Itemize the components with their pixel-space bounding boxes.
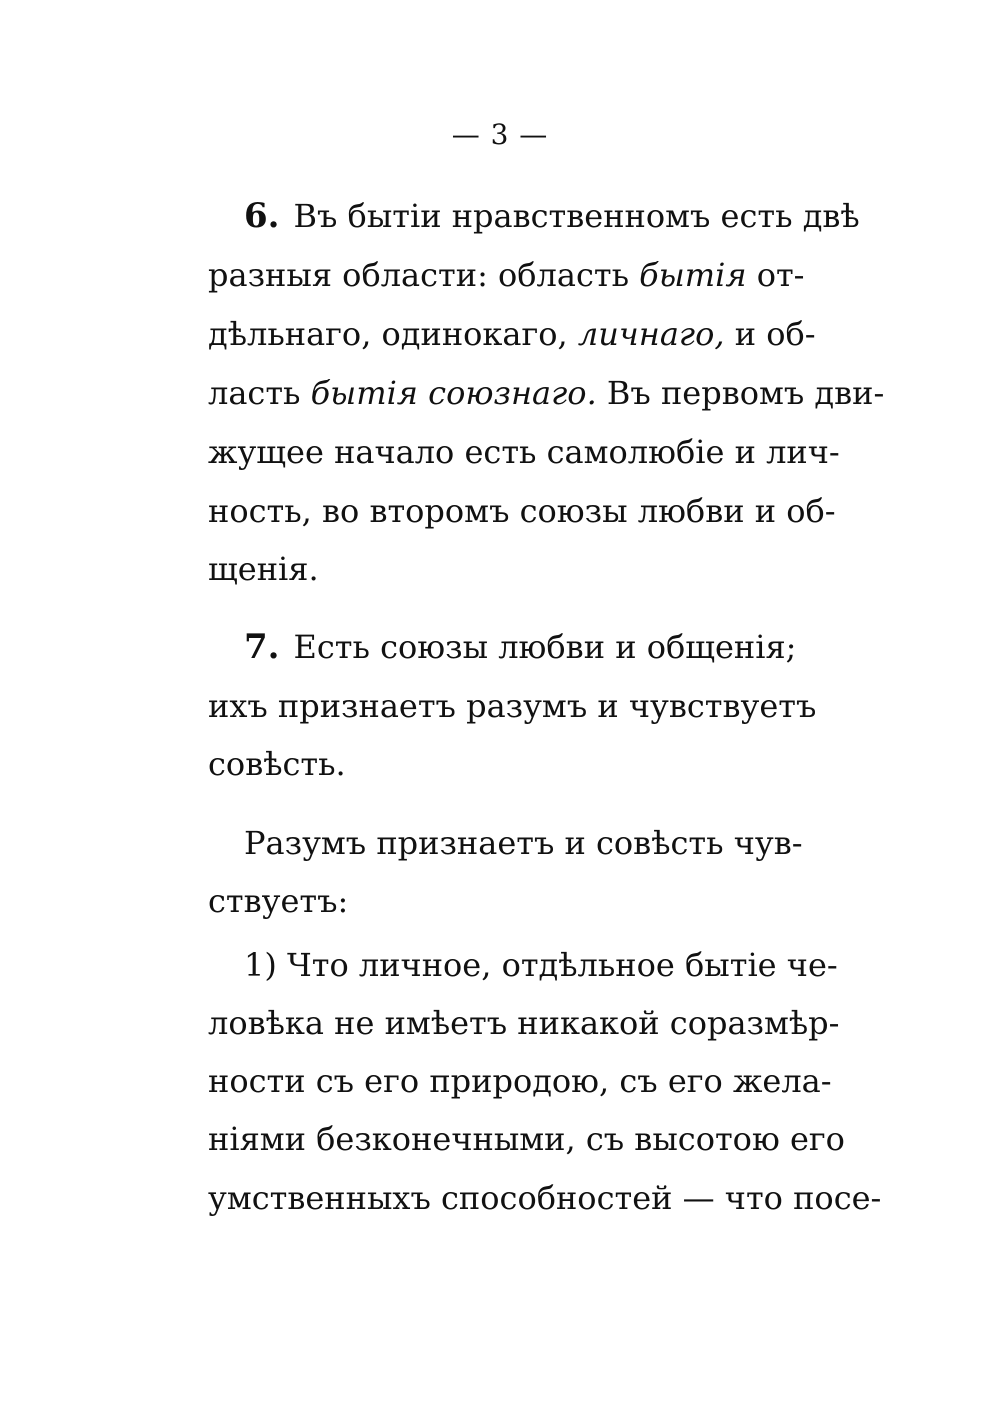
text-run: щенія. [208,550,319,588]
text-run: Въ первомъ дви- [596,374,885,412]
item1-line-1 [244,936,838,994]
s6-line-3 [208,305,816,363]
s6-line-7 [208,540,790,598]
s6-line-1 [244,187,860,245]
section-number: 6. [244,196,280,236]
italic-run: бытія союзнаго. [310,374,597,412]
s7-line-3 [208,735,790,793]
text-run: дѣльнаго, одинокаго, [208,315,578,353]
s6-line-2 [208,246,805,304]
p3-line-2 [208,872,790,930]
text-run: ласть [208,374,311,412]
text-run: Разумъ признаетъ и совѣсть чув- [244,824,803,862]
item1-line-5 [208,1169,882,1227]
s7-line-1 [244,618,797,676]
s6-line-5 [208,423,840,481]
text-run: 1) Что личное, отдѣльное бытіе че- [244,946,838,984]
text-run: совѣсть. [208,745,346,783]
text-run: ніями безконечными, съ высотою его [208,1120,845,1158]
s7-line-2 [208,677,817,735]
item1-line-4 [208,1110,845,1168]
italic-run: личнаго, [577,315,725,353]
text-run: ность, во второмъ союзы любви и об- [208,492,836,530]
text-run: ловѣка не имѣетъ никакой соразмѣр- [208,1004,840,1042]
item1-line-2 [208,994,840,1052]
text-run: Въ бытіи нравственномъ есть двѣ [293,197,860,235]
text-run: жущее начало есть самолюбіе и лич- [208,433,840,471]
text-run: умственныхъ способностей — что посе- [208,1179,882,1217]
text-run: ихъ признаетъ разумъ и чувствуетъ [208,687,817,725]
item1-line-3 [208,1052,832,1110]
text-run: от- [746,256,805,294]
text-run: ности съ его природою, съ его жела- [208,1062,832,1100]
text-run: Есть союзы любви и общенія; [293,628,797,666]
s6-line-4 [208,364,885,422]
p3-line-1 [244,814,803,872]
italic-run: бытія [639,256,747,294]
s6-line-6 [208,482,836,540]
page-number: — 3 — [451,118,549,151]
text-run: ствуетъ: [208,882,349,920]
section-number: 7. [244,627,280,667]
text-run: разныя области: область [208,256,640,294]
text-run: и об- [724,315,816,353]
